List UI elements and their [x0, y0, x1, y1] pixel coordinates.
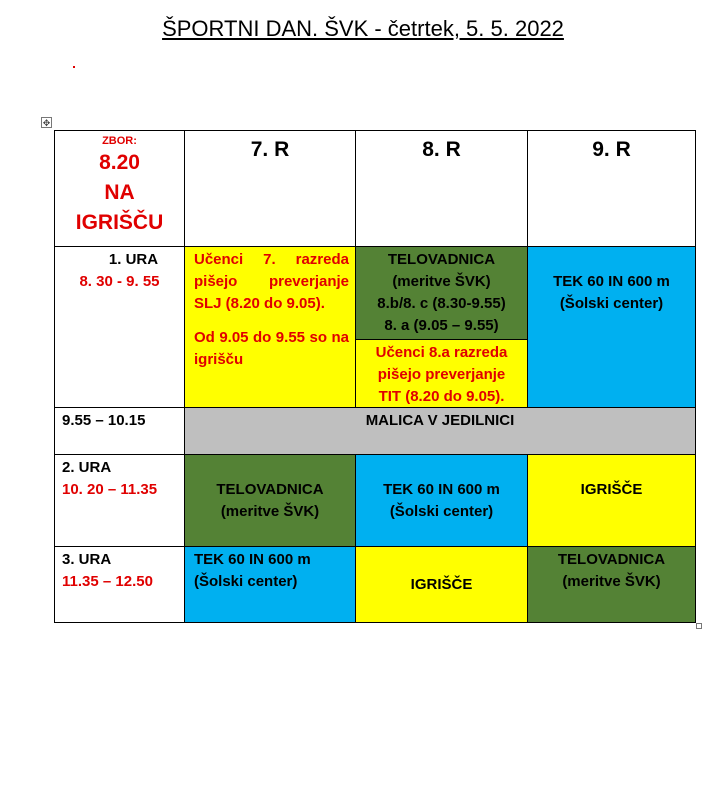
row3-col8-l2: (Šolski center) [389, 502, 494, 520]
row2-activity-cell [184, 407, 696, 455]
header-col-8 [355, 130, 528, 247]
zbor-label: ZBOR: [102, 135, 137, 147]
red-dot-mark [73, 66, 75, 68]
row1-col8-test-l2: pišejo preverjanje [377, 366, 506, 383]
row1-time: 8. 30 - 9. 55 [79, 273, 160, 290]
zbor-place-2: IGRIŠČU [75, 211, 164, 234]
row4-col9-l1: TELOVADNICA [557, 551, 666, 568]
row2-activity: MALICA V JEDILNICI [365, 412, 515, 429]
row3-col8-l1: TEK 60 IN 600 m [383, 480, 500, 498]
row4-col7-l1: TEK 60 IN 600 m [194, 551, 311, 568]
header-col-9 [527, 130, 696, 247]
row3-label-cell [54, 454, 185, 547]
row3-label: 2. URA [62, 459, 112, 476]
row3-col9-cell [527, 454, 696, 547]
row1-col8-test-l3: TIT (8.20 do 9.05). [378, 388, 505, 405]
row3-col7-l1: TELOVADNICA [216, 480, 324, 498]
row1-label-cell [54, 246, 185, 408]
row3-col8-cell [355, 454, 528, 547]
row1-col7-text-2: Od 9.05 do 9.55 so na igrišču [194, 329, 349, 368]
zbor-time: 8.20 [99, 151, 140, 174]
header-col-7-label: 7. R [250, 138, 290, 161]
row1-col8-gym-cell [355, 246, 528, 340]
row1-col8-gym-l3: 8.b/8. c (8.30-9.55) [377, 295, 506, 312]
row1-col8-gym-l2: (meritve ŠVK) [392, 273, 491, 290]
zbor-cell [54, 130, 185, 247]
row1-label: 1. URA [108, 251, 159, 268]
row4-col9-l2: (meritve ŠVK) [562, 573, 661, 590]
row1-col9-l1: TEK 60 IN 600 m [553, 273, 670, 290]
row1-col8-gym-l1: TELOVADNICA [387, 251, 496, 268]
row3-col7-l2: (meritve ŠVK) [220, 502, 320, 520]
row4-col7-l2: (Šolski center) [194, 573, 298, 590]
row1-col9-cell [527, 246, 696, 408]
row4-col9-cell [527, 546, 696, 623]
row1-col7-text-1: Učenci 7. razreda pišejo preverjanje SLJ (8.20 do 9.05). [194, 251, 349, 312]
table-resize-handle[interactable] [696, 623, 702, 629]
row4-col8-cell [355, 546, 528, 623]
row2-time-cell [54, 407, 185, 455]
row1-col8-test-l1: Učenci 8.a razreda [375, 344, 508, 361]
row4-time: 11.35 – 12.50 [62, 573, 153, 590]
row3-col9: IGRIŠČE [580, 481, 643, 498]
row3-time: 10. 20 – 11.35 [62, 481, 158, 498]
page-title: ŠPORTNI DAN. ŠVK - četrtek, 5. 5. 2022 [162, 16, 564, 41]
row4-label: 3. URA [62, 551, 112, 568]
row1-col9-l2: (Šolski center) [559, 295, 664, 312]
row4-col7-cell [184, 546, 356, 623]
row1-col8-gym-l4: 8. a (9.05 – 9.55) [384, 317, 499, 334]
header-col-8-label: 8. R [422, 138, 461, 161]
header-col-7 [184, 130, 356, 247]
header-col-9-label: 9. R [592, 138, 631, 161]
row4-label-cell [54, 546, 185, 623]
row2-time: 9.55 – 10.15 [62, 412, 146, 429]
zbor-place-1: NA [104, 181, 135, 204]
row1-col8-test-cell [355, 339, 528, 408]
row4-col8: IGRIŠČE [410, 575, 473, 593]
row1-col7-cell [184, 246, 356, 408]
row3-col7-cell [184, 454, 356, 547]
table-move-handle-icon[interactable]: ✥ [42, 118, 51, 128]
